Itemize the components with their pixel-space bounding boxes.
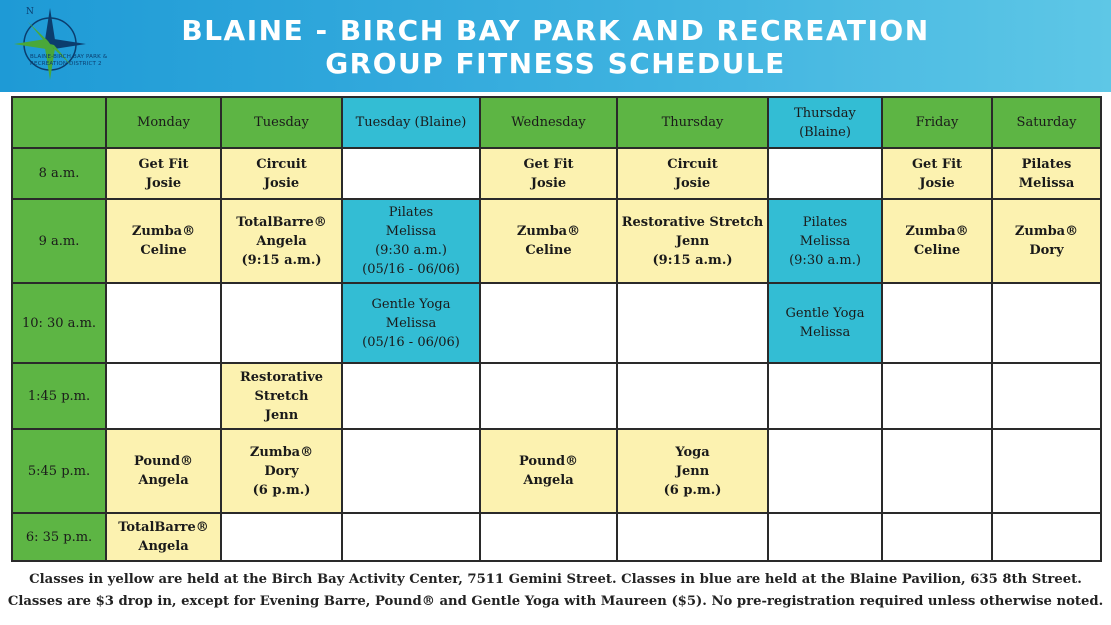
class-cell <box>221 363 342 429</box>
class-detail: (05/16 - 06/06) <box>362 262 460 277</box>
schedule-row <box>12 513 1101 561</box>
class-detail: Angela <box>256 233 307 249</box>
empty-cell <box>342 363 480 429</box>
class-name: Gentle Yoga <box>785 306 865 321</box>
empty-cell <box>768 429 882 513</box>
schedule-row <box>12 199 1101 283</box>
class-detail: Josie <box>919 175 955 191</box>
class-detail: Melissa <box>385 315 437 331</box>
header-banner <box>0 0 1111 92</box>
empty-cell <box>992 429 1101 513</box>
schedule-table <box>11 96 1102 562</box>
empty-cell <box>768 148 882 199</box>
class-detail: Jenn <box>675 233 710 249</box>
empty-cell <box>617 283 768 363</box>
column-header: Thursday (Blaine) <box>768 97 882 148</box>
column-header: Tuesday <box>221 97 342 148</box>
class-detail: Josie <box>263 175 300 191</box>
class-cell <box>106 513 221 561</box>
class-detail: (9:15 a.m.) <box>652 252 733 268</box>
class-cell <box>106 148 221 199</box>
class-cell <box>617 429 768 513</box>
class-name: Gentle Yoga <box>371 296 451 312</box>
class-cell <box>342 199 480 283</box>
empty-cell <box>768 513 882 561</box>
class-cell <box>106 429 221 513</box>
title-line-2: GROUP FITNESS SCHEDULE <box>325 47 786 80</box>
footer-line-2: Classes are $3 drop in, except for Evening Barre, Pound® and Gentle Yoga with Maureen ($5). No pre-registration required unless otherwise noted. <box>7 594 1104 609</box>
class-name: Get Fit <box>911 156 963 172</box>
schedule-row <box>12 429 1101 513</box>
class-cell <box>221 199 342 283</box>
title-line-1: BLAINE - BIRCH BAY PARK AND RECREATION <box>181 14 930 47</box>
column-header: Friday <box>882 97 992 148</box>
schedule-row <box>12 363 1101 429</box>
header-row <box>12 97 1101 148</box>
class-name: TotalBarre® <box>118 520 209 535</box>
class-detail: Stretch <box>254 388 309 404</box>
class-cell <box>992 199 1101 283</box>
column-header: Thursday <box>617 97 768 148</box>
class-name: Pound® <box>518 454 579 469</box>
empty-cell <box>882 283 992 363</box>
column-header: Monday <box>106 97 221 148</box>
class-detail: Angela <box>138 539 189 554</box>
class-detail: (9:15 a.m.) <box>241 252 322 268</box>
class-name: Zumba® <box>1014 224 1079 239</box>
empty-cell <box>342 148 480 199</box>
class-cell <box>768 199 882 283</box>
class-name: TotalBarre® <box>236 214 327 230</box>
empty-cell <box>768 363 882 429</box>
class-cell <box>480 148 617 199</box>
class-name: Zumba® <box>905 224 969 239</box>
empty-cell <box>992 283 1101 363</box>
class-detail: Josie <box>530 175 567 191</box>
empty-cell <box>617 513 768 561</box>
class-detail: (6 p.m.) <box>663 482 722 498</box>
column-header: Saturday <box>992 97 1101 148</box>
class-detail: Angela <box>523 473 574 488</box>
time-cell: 5:45 p.m. <box>12 429 106 513</box>
class-detail: Celine <box>525 243 572 258</box>
class-detail: Melissa <box>1018 175 1075 191</box>
class-detail: Celine <box>140 243 187 258</box>
class-detail: Melissa <box>799 325 851 340</box>
empty-cell <box>480 513 617 561</box>
class-cell <box>342 283 480 363</box>
class-cell <box>882 148 992 199</box>
empty-cell <box>221 283 342 363</box>
empty-cell <box>882 429 992 513</box>
class-name: Pilates <box>388 205 434 220</box>
schedule-row <box>12 283 1101 363</box>
class-name: Zumba® <box>516 224 581 239</box>
class-cell <box>106 199 221 283</box>
column-header: Wednesday <box>480 97 617 148</box>
class-name: Pilates <box>1021 156 1072 172</box>
empty-cell <box>882 513 992 561</box>
class-detail: (9:30 a.m.) <box>789 252 861 268</box>
class-cell <box>480 199 617 283</box>
class-detail: Celine <box>913 243 961 258</box>
class-name: Restorative Stretch <box>621 214 764 230</box>
class-detail: (6 p.m.) <box>252 482 311 498</box>
class-detail: Josie <box>674 175 711 191</box>
svg-text:N: N <box>26 7 34 17</box>
class-name: Yoga <box>675 444 710 460</box>
empty-cell <box>617 363 768 429</box>
empty-cell <box>992 513 1101 561</box>
time-cell: 8 a.m. <box>12 148 106 199</box>
class-name: Restorative <box>239 369 324 385</box>
class-detail: Jenn <box>675 463 710 479</box>
class-detail: Josie <box>145 175 182 191</box>
class-detail: Melissa <box>799 233 851 249</box>
class-name: Circuit <box>667 156 718 172</box>
class-detail: Dory <box>1029 243 1064 258</box>
schedule-row <box>12 148 1101 199</box>
class-cell <box>882 199 992 283</box>
time-cell: 10: 30 a.m. <box>12 283 106 363</box>
logo-text: BLAINE-BIRCH BAY PARK & RECREATION DISTRICT 2 <box>30 54 108 67</box>
class-name: Get Fit <box>138 156 189 172</box>
class-detail: (9:30 a.m.) <box>375 243 447 258</box>
class-cell <box>992 148 1101 199</box>
class-detail: Dory <box>264 463 299 479</box>
class-detail: (05/16 - 06/06) <box>362 334 460 350</box>
class-name: Pilates <box>802 214 848 230</box>
empty-cell <box>992 363 1101 429</box>
empty-cell <box>480 363 617 429</box>
class-cell <box>617 199 768 283</box>
empty-cell <box>221 513 342 561</box>
class-cell <box>221 429 342 513</box>
class-cell <box>480 429 617 513</box>
empty-cell <box>106 363 221 429</box>
column-header: Tuesday (Blaine) <box>342 97 480 148</box>
empty-cell <box>480 283 617 363</box>
column-header <box>12 97 106 148</box>
class-name: Pound® <box>133 454 194 469</box>
class-name: Circuit <box>256 156 307 172</box>
time-cell: 9 a.m. <box>12 199 106 283</box>
footer-notes <box>0 569 1111 613</box>
class-cell <box>617 148 768 199</box>
class-detail: Jenn <box>264 407 299 423</box>
empty-cell <box>342 513 480 561</box>
empty-cell <box>106 283 221 363</box>
empty-cell <box>882 363 992 429</box>
class-name: Zumba® <box>131 224 196 239</box>
empty-cell <box>342 429 480 513</box>
class-detail: Angela <box>138 473 189 488</box>
footer-line-1: Classes in yellow are held at the Birch Bay Activity Center, 7511 Gemini Street. Classes in blue are held at the Blaine Pavilion, 635 8th Street. <box>29 572 1082 587</box>
class-cell <box>768 283 882 363</box>
time-cell: 6: 35 p.m. <box>12 513 106 561</box>
class-cell <box>221 148 342 199</box>
time-cell: 1:45 p.m. <box>12 363 106 429</box>
page-title <box>0 14 1111 80</box>
class-name: Zumba® <box>249 444 314 460</box>
class-detail: Melissa <box>385 224 437 239</box>
class-name: Get Fit <box>523 156 574 172</box>
